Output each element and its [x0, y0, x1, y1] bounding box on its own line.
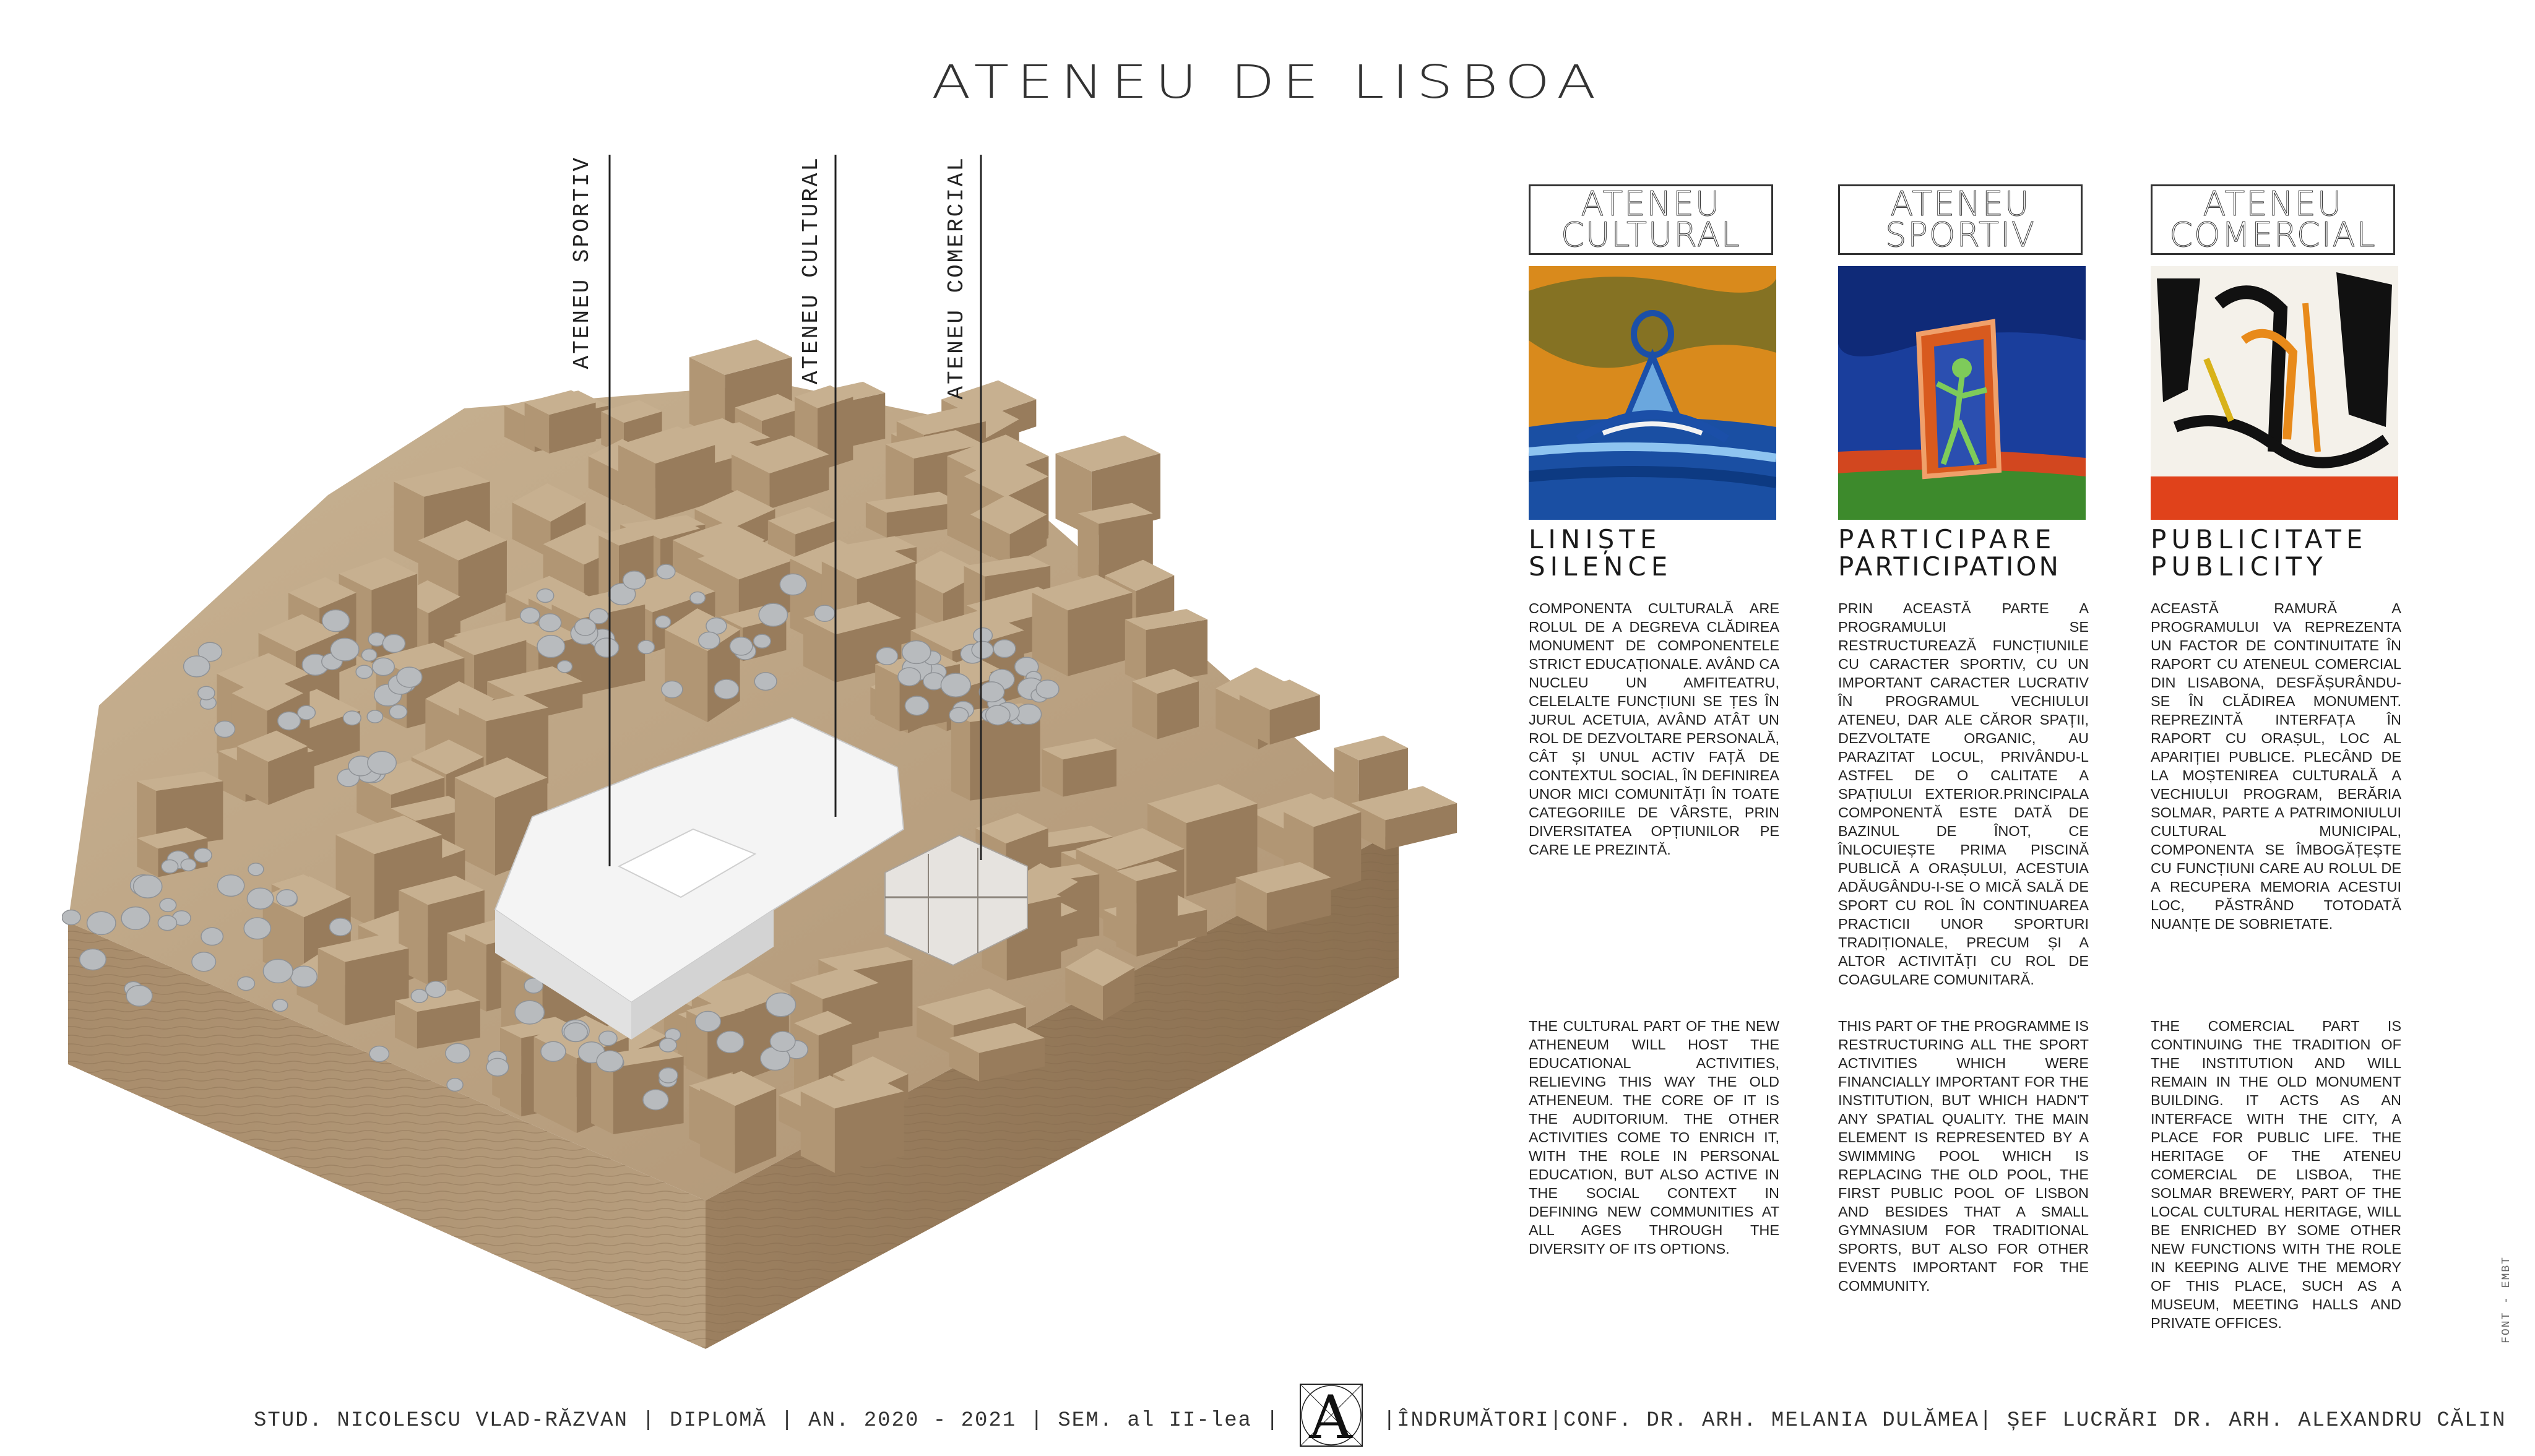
page-title: ATENEU DE LISBOA: [931, 56, 1604, 109]
tree: [201, 928, 223, 945]
description-ro: PRIN ACEASTĂ PARTE A PROGRAMULUI SE RESTRUCTUREAZĂ FUNCȚIUNILE CU CARACTER SPORTIV, CU UN IMPORTANT CARACTER LUCRATIV ÎN PROGRAMUL VECHIULUI ATENEU, DAR ALE CĂROR SPAȚII, DEZVOLTATE ORGANIC, AU PARAZITAT LOCUL, PRIVÂNDU-L ASTFEL DE O CALITATE A SPAȚIULUI EXTERIOR.PRINCIPALA COMPONENTĂ ESTE DATĂ DE BAZINUL DE ÎNOT, CE ÎNLOCUIEȘTE PRIMA PISCINĂ PUBLICĂ A ORAȘULUI, ACESTUIA ADĂUGÂNDU-I-SE O MICĂ SALĂ DE SPORT CU ROL ÎN CONTINUAREA PRACTICII UNOR SPORTURI TRADIȚIONALE, PRECUM ȘI A ALTOR ACTIVITĂȚI CU ROL DE COAGULARE COMUNITARĂ.: [1838, 600, 2089, 988]
keyword-ro: PARTICIPARE: [1838, 524, 2057, 554]
tree: [382, 634, 405, 652]
tree: [277, 890, 297, 907]
tree: [993, 640, 1016, 658]
tree: [905, 696, 928, 715]
heading-box-cultural: [1529, 184, 1773, 255]
wooden-block: [1032, 575, 1133, 676]
tree: [690, 592, 705, 605]
tree: [780, 574, 806, 595]
tree: [272, 999, 287, 1012]
tree: [192, 952, 216, 971]
tree: [411, 989, 428, 1002]
tree: [248, 863, 264, 876]
painting-abstract-ink: [2151, 266, 2398, 520]
tree: [361, 649, 376, 661]
wooden-block: [1116, 861, 1178, 957]
tree: [367, 710, 382, 723]
tree: [766, 993, 796, 1017]
tree: [322, 610, 350, 631]
wooden-block: [801, 1074, 904, 1173]
tree: [564, 1023, 587, 1041]
tree: [298, 705, 315, 720]
tree: [238, 976, 255, 990]
tree: [539, 614, 561, 632]
tree: [754, 673, 777, 691]
heading-line: ATENEU: [2203, 184, 2343, 223]
tree: [657, 564, 675, 579]
tree: [215, 721, 235, 737]
wooden-block: [618, 426, 715, 520]
logo-letter: A: [1309, 1383, 1354, 1449]
tree: [754, 634, 771, 648]
keyword-ro: PUBLICITATE: [2151, 524, 2368, 554]
label-ateneu-cultural: ATENEU CULTURAL: [798, 156, 824, 385]
tree: [263, 959, 293, 983]
tree: [1016, 704, 1041, 725]
tree: [558, 661, 572, 673]
keyword-en: SILENCE: [1529, 551, 1673, 582]
heading-line: ATENEU: [1581, 184, 1721, 223]
tree: [696, 1011, 721, 1032]
tree: [160, 898, 176, 911]
painting-meditating-figure: [1529, 266, 1776, 520]
tree: [446, 1043, 470, 1062]
tree: [623, 571, 646, 589]
tree: [373, 658, 395, 675]
description-ro: ACEASTĂ RAMURĂ A PROGRAMULUI VA REPREZENTA UN FACTOR DE CONTINUITATE ÎN RAPORT CU ATENEUL COMERCIAL DIN LISABONA, DESFĂȘURÂNDU-SE ÎN CLĂDIREA MONUMENT. REPREZINTĂ INTERFAȚA ÎN RAPORT CU ORAȘUL, LOC AL APARIȚIEI PUBLICE. PLECÂND DE LA MOȘTENIREA CULTURALĂ A VECHIULUI PROGRAM, BERĂRIA SOLMAR, PARTE A PATRIMONIULUI CULTURAL MUNICIPAL, COMPONENTA SE ÎMBOGĂȚEȘTE CU FUNCȚIUNI CARE AU ROLUL DE A RECUPERA MEMORIA ACESTUI LOC, PĂSTRÂND TOTODATĂ NUANȚE DE SOBRIETATE.: [2151, 600, 2401, 932]
footer-credits: [254, 1383, 2507, 1454]
column-sportiv: [1838, 184, 2089, 1294]
wooden-block: [525, 390, 596, 454]
painting-figure-in-doorway: [1838, 266, 2086, 520]
tree: [356, 665, 373, 678]
tree: [291, 966, 317, 987]
label-ateneu-comercial: ATENEU COMERCIAL: [944, 156, 969, 400]
column-comercial: [2151, 184, 2401, 1331]
heading-line: CULTURAL: [1561, 215, 1741, 254]
tree: [1036, 680, 1059, 698]
tree: [986, 705, 1010, 725]
keyword-en: PARTICIPATION: [1838, 551, 2061, 582]
tree: [87, 911, 116, 934]
font-credit: FONT - EMBT: [2500, 1256, 2513, 1343]
tree: [537, 635, 565, 658]
tree: [121, 907, 150, 930]
tree: [181, 859, 196, 871]
tree: [659, 1068, 678, 1083]
tree: [329, 918, 352, 936]
tree: [80, 949, 106, 970]
tree: [184, 656, 210, 677]
heading-line: ATENEU: [1890, 184, 2031, 223]
tree: [369, 1046, 389, 1061]
tree: [330, 638, 359, 661]
footer-left: STUD. NICOLESCU VLAD-RĂZVAN | DIPLOMĂ | AN. 2020 - 2021 | SEM. al II-lea |: [254, 1408, 1280, 1432]
tree: [162, 860, 178, 873]
tree: [717, 1032, 744, 1053]
tree: [158, 915, 176, 930]
tree: [389, 705, 407, 719]
logo-icon: [1297, 1381, 1365, 1449]
tree: [974, 628, 993, 643]
heading-line: SPORTIV: [1885, 215, 2036, 254]
tree: [595, 638, 619, 657]
tree: [134, 875, 162, 898]
tree: [368, 751, 396, 774]
tree: [972, 641, 993, 658]
tree: [218, 875, 244, 897]
keyword-en: PUBLICITY: [2151, 551, 2328, 582]
tree: [638, 640, 655, 653]
description-en: THIS PART OF THE PROGRAMME IS RESTRUCTURING ALL THE SPORT ACTIVITIES WHICH WERE FINANCIALLY IMPORTANT FOR THE INSTITUTION, BUT WHICH HADN'T ANY SPATIAL QUALITY. THE MAIN ELEMENT IS REPRESENTED BY A SWIMMING POOL WHICH IS REPLACING THE OLD POOL, THE FIRST PUBLIC POOL OF LISBON AND BESIDES THAT A SMALL GYMNASIUM FOR TRADITIONAL SPORTS, BUT ALSO FOR OTHER EVENTS IMPORTANT FOR THE COMMUNITY.: [1838, 1018, 2089, 1294]
tree: [876, 647, 898, 665]
footer-right: |ÎNDRUMĂTORI|CONF. DR. ARH. MELANIA DULĂMEA| ȘEF LUCRĂRI DR. ARH. ALEXANDRU CĂLIN: [1383, 1408, 2507, 1432]
footer-logo: [1297, 1381, 1365, 1449]
tree: [599, 1031, 617, 1045]
tree: [949, 707, 969, 723]
tree: [244, 918, 270, 939]
tree: [699, 632, 720, 648]
tree: [194, 848, 212, 863]
description-ro: COMPONENTA CULTURALĂ ARE ROLUL DE A DEGREVA CLĂDIREA MONUMENT DE COMPONENTELE STRICT EDUCAȚIONALE. AVÂND CA NUCLEU UN AMFITEATRU, CELELALTE FUNCȚIUNI SE ȚES ÎN JURUL ACETUIA, AVÂND ATÂT UN ROL DE DEZVOLTARE PERSONALĂ, CÂT ȘI UNUL ACTIV FAȚĂ DE CONTEXTUL SOCIAL, ÎN DEFINIREA UNOR MICI COMUNITĂȚI ÎN TOATE CATEGORIILE DE VÂRSTE, PRIN DIVERSITATEA OPȚIUNILOR PE CARE LE PREZINTĂ.: [1529, 600, 1779, 858]
wooden-block: [665, 608, 740, 722]
keyword-ro: LINIȘTE: [1529, 524, 1662, 554]
tree: [597, 1051, 623, 1072]
tree: [397, 667, 422, 687]
tree: [643, 1090, 668, 1110]
tree: [575, 619, 596, 635]
tree: [979, 682, 1004, 702]
tree: [537, 589, 553, 603]
tree: [660, 1038, 677, 1052]
description-en: THE CULTURAL PART OF THE NEW ATHENEUM WILL HOST THE EDUCATIONAL ACTIVITIES, RELIEVING THIS WAY THE OLD ATHENEUM. THE CORE OF IT IS THE AUDITORIUM. THE OTHER ACTIVITIES COME TO ENRICH IT, WITH THE ROLE IN PERSONAL EDUCATION, BUT ALSO ACTIVE IN THE SOCIAL CONTEXT IN DEFINING NEW COMMUNITIES AT ALL AGES THROUGH THE DIVERSITY OF ITS OPTIONS.: [1529, 1018, 1779, 1257]
tree: [655, 616, 671, 628]
heading-box-comercial: [2151, 184, 2395, 255]
column-cultural: [1529, 184, 1779, 1257]
tree: [730, 637, 753, 655]
tree: [902, 640, 931, 663]
tree: [770, 1032, 795, 1051]
tree: [126, 985, 152, 1006]
tree: [426, 981, 446, 997]
description-en: THE COMERCIAL PART IS CONTINUING THE TRADITION OF THE INSTITUTION AND WILL REMAIN IN THE OLD MONUMENT BUILDING. IT ACTS AS AN INTERFACE WITH THE CITY, A PLACE FOR PUBLIC LIFE. THE HERITAGE OF THE ATENEU COMERCIAL DE LISBOA, THE SOLMAR BREWERY, PART OF THE LOCAL CULTURAL HERITAGE, WILL BE ENRICHED BY SOME OTHER NEW FUNCTIONS WITH THE ROLE IN KEEPING ALIVE THE MEMORY OF THIS PLACE, SUCH AS A MUSEUM, MEETING HALLS AND PRIVATE OFFICES.: [2151, 1018, 2401, 1331]
wooden-block: [1042, 738, 1116, 796]
label-ateneu-sportiv: ATENEU SPORTIV: [569, 156, 595, 369]
tree: [941, 673, 970, 697]
tree: [198, 686, 215, 700]
tree: [278, 712, 301, 730]
tree: [898, 668, 921, 686]
wooden-block: [395, 989, 480, 1048]
heading-box-sportiv: [1838, 184, 2083, 255]
tree: [447, 1079, 463, 1092]
tree: [759, 603, 787, 626]
tree: [814, 605, 835, 621]
tree: [515, 1001, 544, 1024]
tree: [486, 1058, 509, 1076]
wooden-block: [1132, 669, 1199, 739]
heading-line: COMERCIAL: [2169, 215, 2377, 254]
tree: [343, 711, 361, 725]
tree: [541, 1041, 566, 1061]
isometric-site-model: [62, 149, 1485, 1361]
tree: [247, 888, 273, 909]
tree: [62, 910, 80, 925]
tree: [662, 681, 683, 698]
tree: [520, 608, 540, 623]
wooden-block: [700, 1071, 776, 1174]
tree: [714, 679, 738, 699]
